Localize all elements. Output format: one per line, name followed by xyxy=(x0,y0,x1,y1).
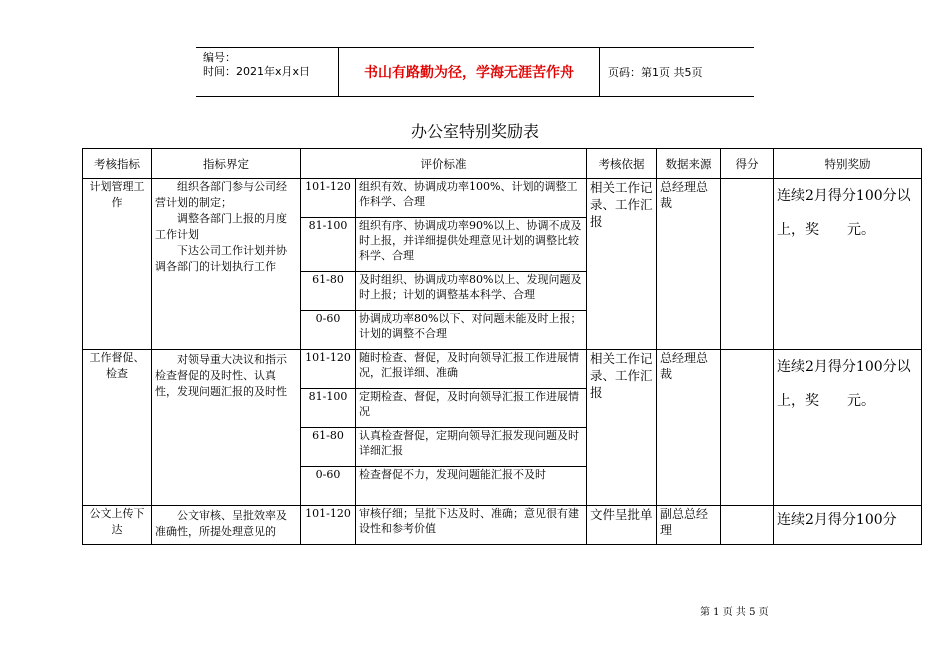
criteria-cell: 认真检查督促，定期向领导汇报发现问题及时详细汇报 xyxy=(356,428,587,467)
indicator-cell: 公文上传下达 xyxy=(83,506,152,545)
col-header-award: 特别奖励 xyxy=(774,149,922,179)
award-cell: 连续2月得分100分 xyxy=(774,506,922,545)
basis-cell: 相关工作记录、工作汇报 xyxy=(587,350,657,506)
col-header-source: 数据来源 xyxy=(657,149,721,179)
score-cell xyxy=(721,506,774,545)
table-row xyxy=(83,179,922,218)
time-label: 时间：2021年x月x日 xyxy=(203,65,311,78)
score-range-cell: 101-120 xyxy=(301,506,356,545)
table-row xyxy=(83,506,922,545)
award-cell: 连续2月得分100分以上，奖 元。 xyxy=(774,179,922,350)
basis-cell: 相关工作记录、工作汇报 xyxy=(587,179,657,350)
header-motto: 书山有路勤为径，学海无涯苦作舟 xyxy=(339,48,600,96)
score-range-cell: 61-80 xyxy=(301,428,356,467)
criteria-cell: 及时组织、协调成功率80%以上、发现问题及时上报；计划的调整基本科学、合理 xyxy=(356,272,587,311)
score-range-cell: 101-120 xyxy=(301,350,356,389)
score-cell xyxy=(721,350,774,506)
criteria-cell: 定期检查、督促，及时向领导汇报工作进展情况 xyxy=(356,389,587,428)
award-table xyxy=(82,148,922,545)
score-range-cell: 0-60 xyxy=(301,311,356,350)
col-header-score: 得分 xyxy=(721,149,774,179)
criteria-cell: 组织有效、协调成功率100%、计划的调整工作科学、合理 xyxy=(356,179,587,218)
col-header-criteria: 评价标准 xyxy=(301,149,587,179)
score-range-cell: 101-120 xyxy=(301,179,356,218)
page-footer: 第 1 页 共 5 页 xyxy=(700,607,769,618)
score-range-cell: 61-80 xyxy=(301,272,356,311)
indicator-cell: 计划管理工作 xyxy=(83,179,152,350)
table-header-row xyxy=(83,149,922,179)
award-cell: 连续2月得分100分以上，奖 元。 xyxy=(774,350,922,506)
definition-cell: 对领导重大决议和指示检查督促的及时性、认真性，发现问题汇报的及时性 xyxy=(152,350,301,506)
col-header-indicator: 考核指标 xyxy=(83,149,152,179)
table-row xyxy=(83,350,922,389)
header-meta xyxy=(196,48,339,96)
criteria-cell: 组织有序、协调成功率90%以上、协调不成及时上报，并详细提供处理意见计划的调整比较科学、合理 xyxy=(356,218,587,272)
criteria-cell: 审核仔细；呈批下达及时、准确；意见很有建设性和参考价值 xyxy=(356,506,587,545)
criteria-cell: 协调成功率80%以下、对问题未能及时上报；计划的调整不合理 xyxy=(356,311,587,350)
basis-cell: 文件呈批单 xyxy=(587,506,657,545)
col-header-definition: 指标界定 xyxy=(152,149,301,179)
source-cell: 总经理总裁 xyxy=(657,350,721,506)
indicator-cell: 工作督促、检查 xyxy=(83,350,152,506)
definition-cell: 公文审核、呈批效率及准确性，所提处理意见的 xyxy=(152,506,301,545)
score-range-cell: 81-100 xyxy=(301,389,356,428)
page-header xyxy=(196,47,754,97)
criteria-cell: 随时检查、督促，及时向领导汇报工作进展情况，汇报详细、准确 xyxy=(356,350,587,389)
number-label: 编号： xyxy=(203,51,236,64)
source-cell: 副总总经理 xyxy=(657,506,721,545)
source-cell: 总经理总裁 xyxy=(657,179,721,350)
criteria-cell: 检查督促不力，发现问题能汇报不及时 xyxy=(356,467,587,506)
header-page-info: 页码：第1页 共5页 xyxy=(608,66,703,79)
score-range-cell: 81-100 xyxy=(301,218,356,272)
score-cell xyxy=(721,179,774,350)
document-title: 办公室特别奖励表 xyxy=(410,122,539,141)
col-header-basis: 考核依据 xyxy=(587,149,657,179)
score-range-cell: 0-60 xyxy=(301,467,356,506)
definition-cell: 组织各部门参与公司经营计划的制定； 调整各部门上报的月度工作计划 下达公司工作计划并协调各部门的计划执行工作 xyxy=(152,179,301,350)
